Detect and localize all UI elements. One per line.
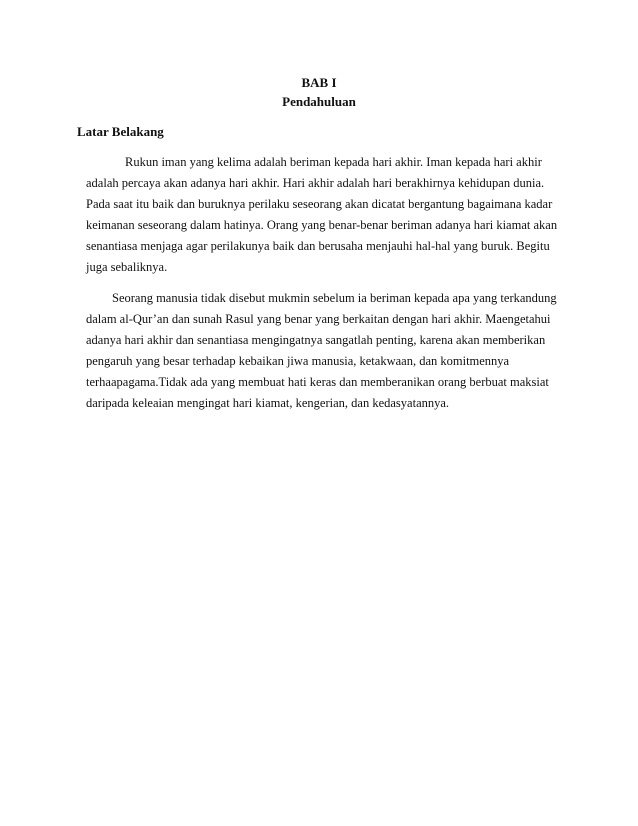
chapter-title: Pendahuluan [282, 94, 356, 109]
section-heading: Latar Belakang [77, 124, 164, 139]
paragraph-line: juga sebaliknya. [86, 260, 168, 274]
paragraph-line: dalam al-Qur’an dan sunah Rasul yang benar yang berkaitan dengan hari akhir. Maengetahui [86, 312, 551, 326]
paragraph-line: keimanan seseorang dalam hatinya. Orang yang benar-benar beriman adanya hari kiamat akan [86, 218, 558, 232]
paragraph-line: Pada saat itu baik dan buruknya perilaku seseorang akan dicatat bergantung bagaimana kadar [86, 197, 553, 211]
paragraph-line: terhaapagama.Tidak ada yang membuat hati keras dan memberanikan orang berbuat maksiat [86, 375, 549, 389]
paragraph-line: Seorang manusia tidak disebut mukmin sebelum ia beriman kepada apa yang terkandung [112, 291, 557, 305]
chapter-number: BAB I [301, 75, 337, 90]
paragraph-line: adanya hari akhir dan senantiasa mengingatnya sangatlah penting, karena akan memberikan [86, 333, 546, 347]
paragraph-line: senantiasa menjaga agar perilakunya baik dan berusaha menjauhi hal-hal yang buruk. Begitu [86, 239, 550, 253]
paragraph-line: Rukun iman yang kelima adalah beriman kepada hari akhir. Iman kepada hari akhir [125, 155, 542, 169]
paragraph-line: daripada keleaian mengingat hari kiamat, kengerian, dan kedasyatannya. [86, 396, 450, 410]
paragraph-line: pengaruh yang besar terhadap kebaikan jiwa manusia, ketakwaan, dan komitmennya [86, 354, 510, 368]
paragraph-line: adalah percaya akan adanya hari akhir. Hari akhir adalah hari berakhirnya kehidupan dunia. [86, 176, 545, 190]
